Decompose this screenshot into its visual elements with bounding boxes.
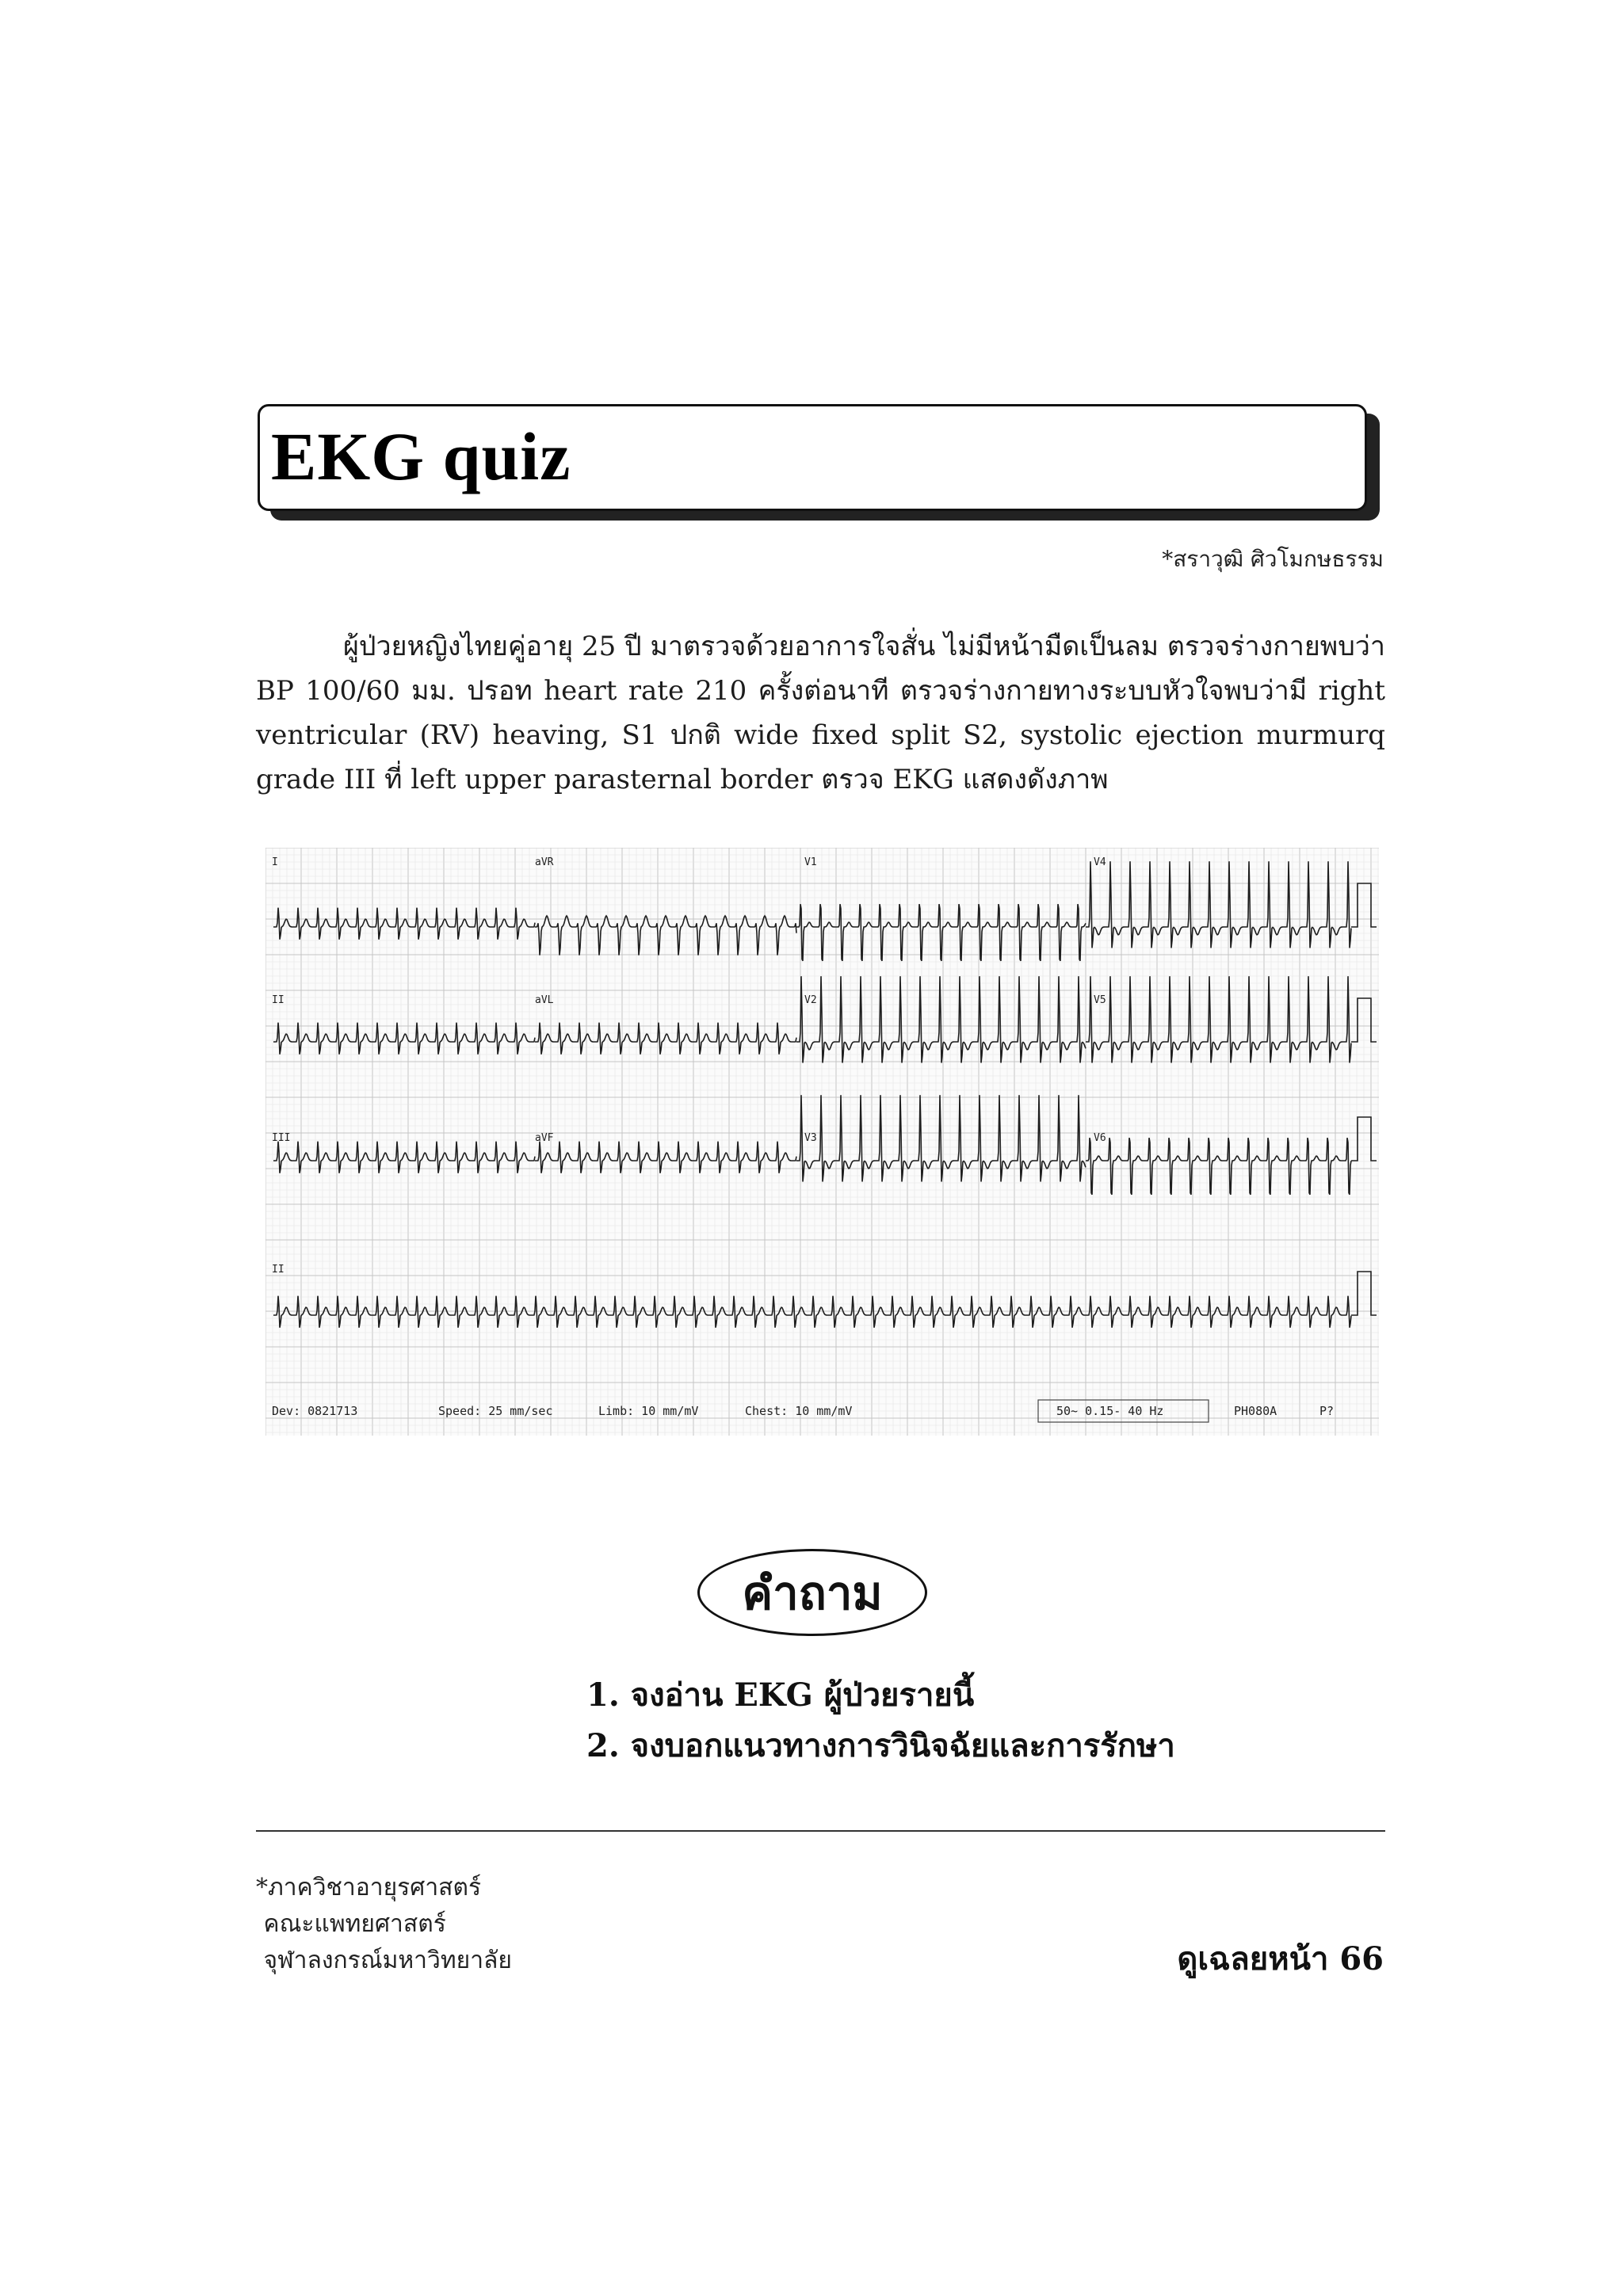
lead-label: aVR: [535, 856, 554, 868]
ekg-extra: P?: [1319, 1404, 1335, 1418]
questions-heading-oval: [697, 1549, 927, 1636]
lead-label: I: [272, 856, 278, 868]
page-title: EKG quiz: [271, 418, 571, 494]
title-box: [258, 404, 1367, 511]
department-line: จุฬาลงกรณ์มหาวิทยาลัย: [256, 1947, 513, 1974]
question-item-1: 1. จงอ่าน EKG ผู้ป่วยรายนี้: [586, 1676, 975, 1714]
question-list: [586, 1670, 1175, 1772]
question-item-2: 2. จงบอกแนวทางการวินิจฉัยและการรักษา: [586, 1727, 1175, 1764]
ekg-filter: 50~ 0.15- 40 Hz: [1056, 1404, 1164, 1418]
lead-label: V5: [1094, 994, 1106, 1006]
ekg-svg: [265, 848, 1379, 1436]
lead-label: V4: [1094, 856, 1106, 868]
lead-label: V6: [1094, 1132, 1106, 1144]
department-info: [256, 1870, 512, 1979]
ekg-chest-gain: Chest: 10 mm/mV: [745, 1404, 853, 1418]
department-line: คณะแพทยศาสตร์: [256, 1910, 446, 1938]
lead-label: III: [272, 1132, 291, 1144]
ekg-device-id: Dev: 0821713: [272, 1404, 358, 1418]
ekg-model: PH080A: [1234, 1404, 1277, 1418]
lead-label: aVL: [535, 994, 554, 1006]
ekg-limb-gain: Limb: 10 mm/mV: [598, 1404, 699, 1418]
lead-label: II: [272, 1264, 285, 1276]
ekg-speed: Speed: 25 mm/sec: [438, 1404, 553, 1418]
lead-label: aVF: [535, 1132, 554, 1144]
answer-reference: ดูเฉลยหน้า 66: [1177, 1940, 1384, 1978]
lead-label: V3: [804, 1132, 817, 1144]
case-paragraph: ผู้ป่วยหญิงไทยคู่อายุ 25 ปี มาตรวจด้วยอาการใจสั่น ไม่มีหน้ามืดเป็นลม ตรวจร่างกายพบว่า BP 100/60 มม. ปรอท heart rate 210 ครั้งต่อนาที ตรวจร่างกายทางระบบหัวใจพบว่ามี right ventricular (RV) heaving, S1 ปกติ wide fixed split S2, systolic ejection murmurq grade III ที่ left upper parasternal border ตรวจ EKG แสดงดังภาพ: [256, 631, 1385, 795]
case-description: [256, 624, 1385, 802]
lead-label: V1: [804, 856, 817, 868]
footer-divider: [256, 1830, 1385, 1832]
department-line: *ภาควิชาอายุรศาสตร์: [256, 1874, 482, 1901]
lead-label: V2: [804, 994, 817, 1006]
author-name: *สราวุฒิ ศิวโมกษธรรม: [1162, 546, 1384, 572]
ekg-strip: [265, 848, 1379, 1436]
questions-heading: คำถาม: [742, 1566, 883, 1620]
lead-label: II: [272, 994, 285, 1006]
